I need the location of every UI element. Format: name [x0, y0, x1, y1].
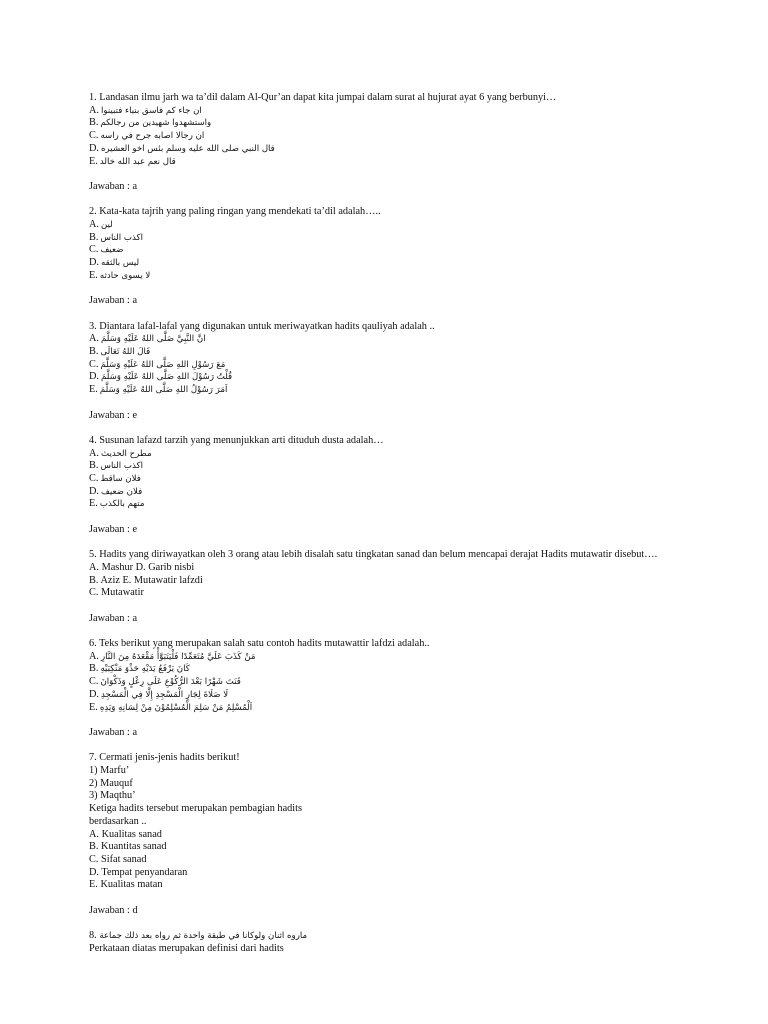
option-b [89, 663, 709, 676]
question-text: 3. Diantara lafal-lafal yang digunakan untuk meriwayatkan hadits qauliyah adalah .. [89, 320, 435, 332]
option-text: ان جاء كم فاسق بنباء فتبينوا [101, 105, 202, 116]
option-letter: A. [89, 333, 100, 345]
option-text: مطرح الحديث [101, 448, 152, 459]
text-line: E. Kualitas matan [89, 879, 163, 891]
option-d [89, 371, 709, 384]
question-text: 2. Kata-kata tajrih yang paling ringan yang mendekati ta’dil adalah….. [89, 206, 381, 218]
option-text: فلان ضعيف [101, 486, 143, 497]
option-letter: A. [89, 104, 100, 116]
question-6 [89, 638, 709, 740]
option-b [89, 232, 709, 245]
text-line: Ketiga hadits tersebut merupakan pembagian hadits [89, 803, 303, 815]
option-text: واستشهدوا شهيدين من رجالكم [100, 118, 212, 129]
option-letter: C. [89, 130, 99, 142]
option-text: اكذب الناس [100, 232, 143, 243]
option-letter: E. [89, 384, 98, 396]
option-c [89, 130, 709, 143]
option-letter: B. [89, 231, 99, 243]
option-e [89, 384, 709, 397]
option-a [89, 651, 709, 664]
answer-line: Jawaban : a [89, 726, 138, 738]
option-text: فلان ساقط [100, 474, 141, 484]
question-text: 5. Hadits yang diriwayatkan oleh 3 orang atau lebih disalah satu tingkatan sanad dan belum mencapai derajat Hadits mutawatir disebut…. [89, 549, 658, 561]
option-letter: C. [89, 358, 99, 370]
option-letter: B. [89, 663, 99, 675]
text-line: 1) Marfu’ [89, 765, 130, 777]
option-c [89, 473, 709, 486]
text-line: C. Sifat sanad [89, 854, 147, 865]
option-letter: E. [89, 498, 98, 510]
question-8 [89, 930, 709, 955]
question-1 [89, 92, 709, 194]
option-b [89, 460, 709, 473]
option-text: ان رجالا اصابه جرح في راسه [100, 131, 205, 142]
option-letter: E. [89, 155, 98, 167]
question-8-number: 8. [89, 930, 97, 942]
option-letter: D. [89, 688, 100, 700]
option-b [89, 346, 709, 359]
option-d [89, 486, 709, 499]
text-line: 3) Maqthu’ [89, 790, 136, 802]
option-text: انَّ النَّبِيَّ صَلَّى اللهُ عَلَيْهِ وَسَلَّمَ [101, 334, 206, 345]
question-3 [89, 321, 709, 423]
answer-line: Jawaban : e [89, 409, 138, 421]
option-text: متهم بالكذب [99, 499, 145, 510]
option-letter: B. [89, 346, 99, 357]
option-text: ضعيف [100, 245, 124, 256]
option-letter: B. [89, 460, 99, 472]
question-text: 4. Susunan lafazd tarzih yang menunjukkan arti dituduh dusta adalah… [89, 434, 384, 446]
option-letter: A. [89, 650, 100, 662]
option-letter: E. [89, 701, 98, 713]
text-line: B. Aziz E. Mutawatir lafzdi [89, 574, 203, 586]
option-e [89, 498, 709, 511]
answer-line: Jawaban : e [89, 523, 138, 535]
option-letter: D. [89, 142, 100, 154]
question-list [89, 92, 709, 918]
option-e [89, 156, 709, 169]
document-body [89, 92, 709, 956]
option-letter: E. [89, 269, 98, 281]
option-c [89, 676, 709, 689]
question-5 [89, 549, 709, 625]
question-text: 7. Cermati jenis-jenis hadits berikut! [89, 752, 240, 764]
option-text: كَانَ يَرْفَعُ يَدَيْهِ حَذْوَ مَنْكِبَيْهِ [100, 664, 190, 675]
option-d [89, 689, 709, 702]
question-8-line2: Perkataan diatas merupakan definisi dari hadits [89, 942, 284, 954]
text-line: C. Mutawatir [89, 587, 144, 599]
option-letter: A. [89, 447, 100, 459]
answer-line: Jawaban : a [89, 612, 138, 624]
option-text: اَلْمُسْلِمُ مَنْ سَلِمَ الْمُسْلِمُوْنَ مِنْ لِسَانِهِ وَيَدِهِ [99, 702, 253, 713]
option-text: مَعَ رَسُوْلِ اللهِ صَلَّى اللهُ عَلَيْهِ وَسَلَّمَ [100, 359, 226, 370]
option-letter: C. [89, 676, 99, 688]
option-text: مَنْ كَذَبَ عَلَيَّ مُتَعَمِّدًا فَلْيَتَبَوَّأْ مَقْعَدَهُ مِنَ النَّارِ [101, 651, 256, 662]
question-4 [89, 435, 709, 537]
text-line: D. Tempat penyandaran [89, 866, 188, 878]
option-letter: A. [89, 219, 100, 230]
text-line: B. Kuantitas sanad [89, 841, 167, 853]
option-c [89, 359, 709, 372]
text-line: A. Kualitas sanad [89, 828, 162, 840]
answer-line: Jawaban : d [89, 904, 138, 916]
option-text: قَالَ اللهُ تَعَالَى [100, 347, 151, 357]
option-a [89, 333, 709, 346]
option-text: لا يسوى حادثه [99, 270, 151, 281]
question-text: 6. Teks berikut yang merupakan salah satu contoh hadits mutawattir lafdzi adalah.. [89, 638, 430, 650]
option-a [89, 105, 709, 118]
option-d [89, 257, 709, 270]
option-letter: D. [89, 485, 100, 497]
option-text: قُلْتُ رَسُوْلَ اللهِ صَلَّى اللهُ عَلَيْهِ وَسَلَّمَ [101, 372, 233, 383]
text-line: berdasarkan .. [89, 815, 147, 827]
option-letter: D. [89, 371, 100, 383]
option-b [89, 117, 709, 130]
text-line: 2) Mauquf [89, 777, 133, 789]
option-e [89, 270, 709, 283]
option-letter: B. [89, 117, 99, 129]
answer-line: Jawaban : a [89, 180, 138, 192]
option-letter: C. [89, 473, 99, 484]
question-8-text [89, 930, 709, 943]
option-c [89, 244, 709, 257]
option-text: لَا صَلَاةَ لِجَارِ الْمَسْجِدِ إِلَّا فِي الْمَسْجِدِ [101, 689, 229, 700]
text-line: A. Mashur D. Garib nisbi [89, 561, 195, 573]
option-d [89, 143, 709, 156]
option-letter: D. [89, 257, 100, 269]
option-text: قَنَتَ شَهْرًا بَعْدَ الرُّكُوْعِ عَلَى رِعْلٍ وَذَكْوَانَ [100, 677, 241, 688]
option-text: قال نعم عبد الله خالد [99, 156, 176, 167]
option-text: لين [101, 220, 113, 230]
answer-line: Jawaban : a [89, 295, 138, 307]
question-8-arabic: ماروه اثنان ولوكانا في طبقة واحدة ثم رواه بعد ذلك جماعة [99, 931, 308, 942]
option-a [89, 448, 709, 461]
option-text: قال النبي صلى الله عليه وسلم بئس اخو العشيره [101, 143, 275, 154]
question-7 [89, 752, 709, 917]
option-text: ليس بالثقه [101, 258, 140, 269]
option-a [89, 219, 709, 232]
question-2 [89, 206, 709, 308]
option-text: اَمَرَ رَسُوْلُ اللهِ صَلَّى اللهُ عَلَيْهِ وَسَلَّمَ [99, 385, 228, 396]
question-text: 1. Landasan ilmu jarh wa ta’dil dalam Al-Qur’an dapat kita jumpai dalam surat al hujurat ayat 6 yang berbunyi… [89, 92, 557, 103]
option-text: اكذب الناس [100, 461, 143, 472]
option-letter: C. [89, 244, 99, 256]
option-e [89, 702, 709, 715]
